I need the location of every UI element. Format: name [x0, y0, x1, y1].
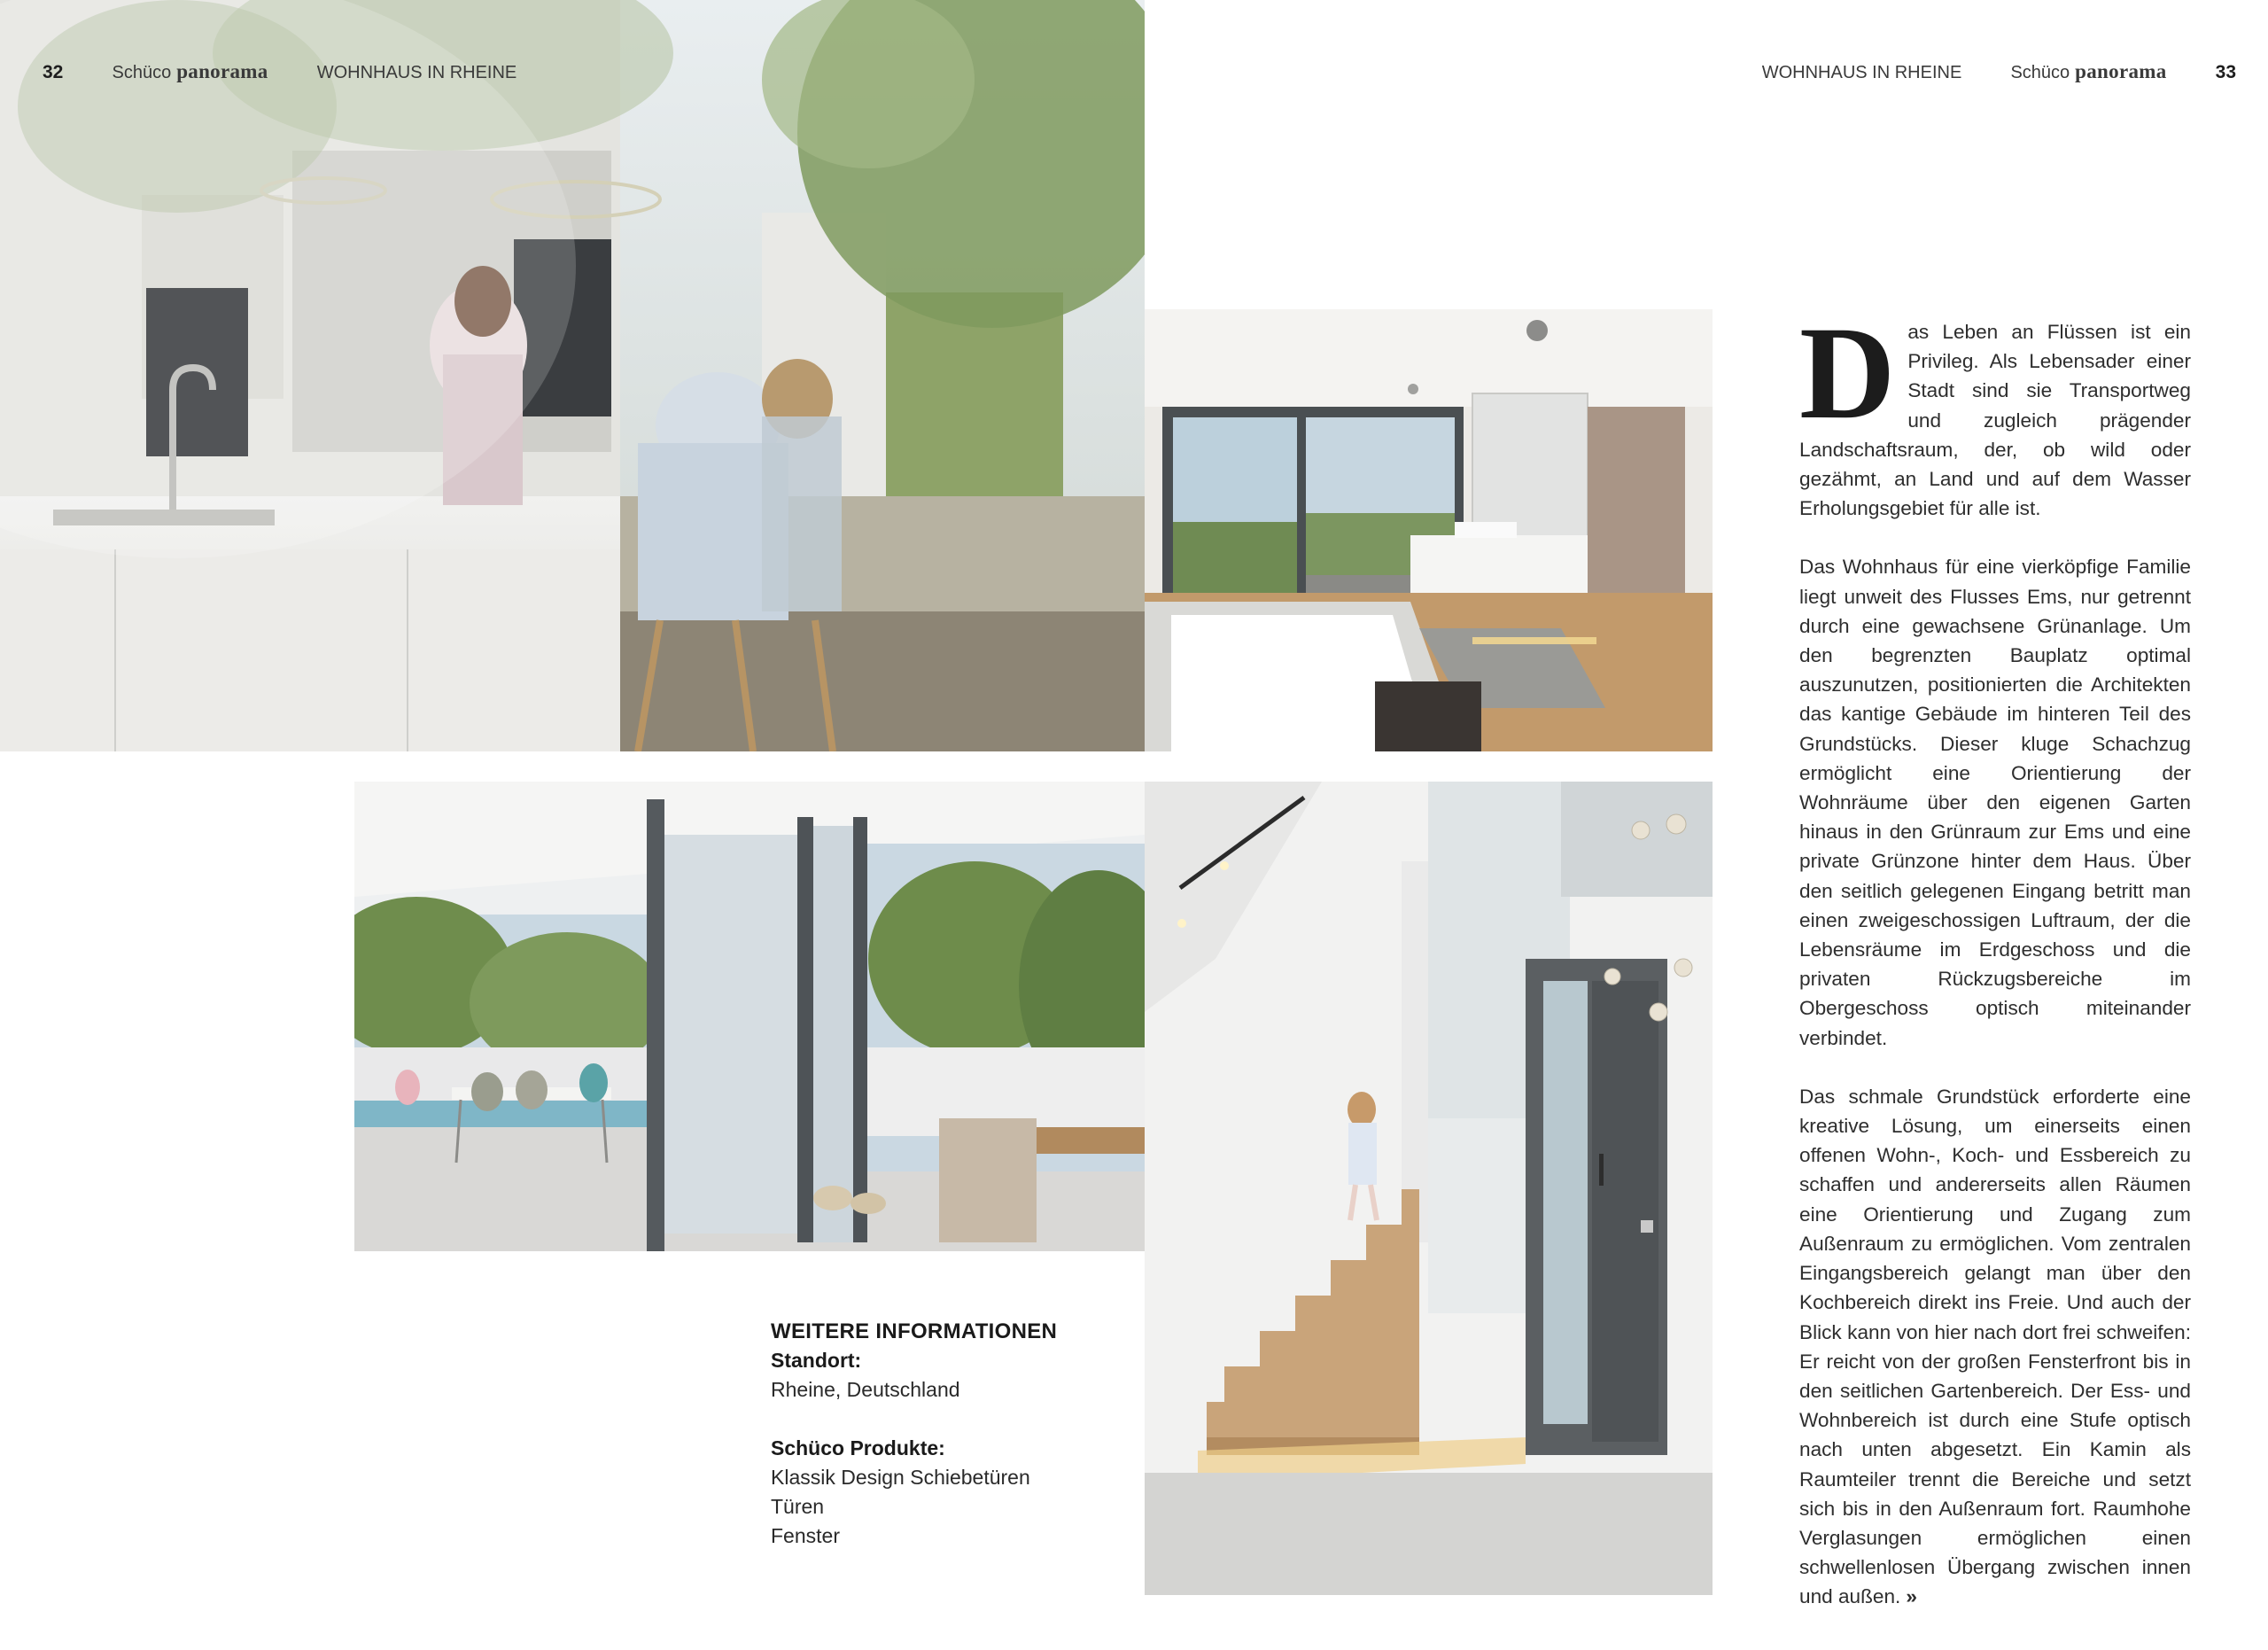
dining-photo — [354, 782, 1145, 1251]
paragraph-text: as Leben an Flüssen ist ein Privileg. Als Lebensader einer Stadt sind sie Transportweg und zugleich prägender Landschaftsraum, der, ob wild oder gezähmt, an Land und auf dem Wasser Erholungsgebiet für alle ist. — [1799, 321, 2191, 520]
page-number-left: 32 — [43, 62, 64, 82]
continue-mark: » — [1906, 1585, 1917, 1608]
page-header-left — [43, 60, 517, 83]
page-number-right: 33 — [2215, 62, 2236, 82]
article-paragraph — [1799, 1082, 2191, 1612]
location-label: Standort: — [771, 1349, 862, 1372]
location-value: Rheine, Deutschland — [771, 1378, 960, 1401]
product-item: Fenster — [771, 1524, 840, 1547]
product-item: Türen — [771, 1495, 825, 1518]
article-paragraph — [1799, 300, 2191, 523]
product-item: Klassik Design Schiebetüren — [771, 1466, 1030, 1489]
brand-logo — [2010, 60, 2166, 83]
article-paragraph: Das Wohnhaus für eine vierköpfige Familie liegt unweit des Flusses Ems, nur getrennt durch eine gewachsene Grünanlage. Um den begrenzten Bauplatz optimal auszunutzen, positionierten die Architekten das kantige Gebäude im hinteren Teil des Grundstücks. Dieser kluge Schachzug ermöglicht eine Orientierung der Wohnräume über den eigenen Garten hinaus in den Grünraum zur Ems und eine private Grünzone hinter dem Haus. Über den seitlich gelegenen Eingang betritt man einen zweigeschossigen Luftraum, der die Lebensräume im Erdgeschoss und die privaten Rückzugsbereiche im Obergeschoss optisch miteinander verbindet. — [1799, 556, 2191, 1049]
brand-prefix: Schüco — [112, 63, 172, 82]
brand-word: panorama — [176, 60, 268, 82]
article-body — [1799, 300, 2191, 1641]
info-heading: WEITERE INFORMATIONEN — [771, 1319, 1058, 1343]
page-header-right — [1762, 60, 2236, 83]
section-title-left: WOHNHAUS IN RHEINE — [316, 63, 517, 82]
bathroom-photo — [1145, 309, 1713, 751]
drop-cap: D — [1799, 300, 1896, 447]
section-title-right: WOHNHAUS IN RHEINE — [1761, 63, 1962, 82]
paragraph-text: Das schmale Grundstück erforderte eine kreative Lösung, um einerseits einen offenen Wohn-, Koch- und Essbereich zu schaffen und andererseits allen Räumen eine Orientierung und Zugang zum Außenraum zu ermöglichen. Vom zentralen Eingangsbereich gelangt man über den Kochbereich direkt ins Freie. Und auch der Blick kann von hier nach dort frei schweifen: Er reicht von der großen Fensterfront bis in den seitlichen Gartenbereich. Der Ess- und Wohnbereich ist durch eine Stufe optisch nach unten abgesetzt. Ein Kamin als Raumteiler trennt die Bereiche und setzt sich bis in den Außenraum fort. Raumhohe Verglasungen ermöglichen einen schwellenlosen Übergang zwischen innen und außen. — [1799, 1085, 2191, 1608]
staircase-photo — [1145, 782, 1713, 1595]
info-box — [771, 1317, 1143, 1551]
brand-word: panorama — [2075, 60, 2167, 82]
products-label: Schüco Produkte: — [771, 1436, 945, 1459]
brand-logo — [112, 60, 268, 83]
kitchen-photo — [0, 0, 1145, 751]
brand-prefix: Schüco — [2010, 63, 2070, 82]
